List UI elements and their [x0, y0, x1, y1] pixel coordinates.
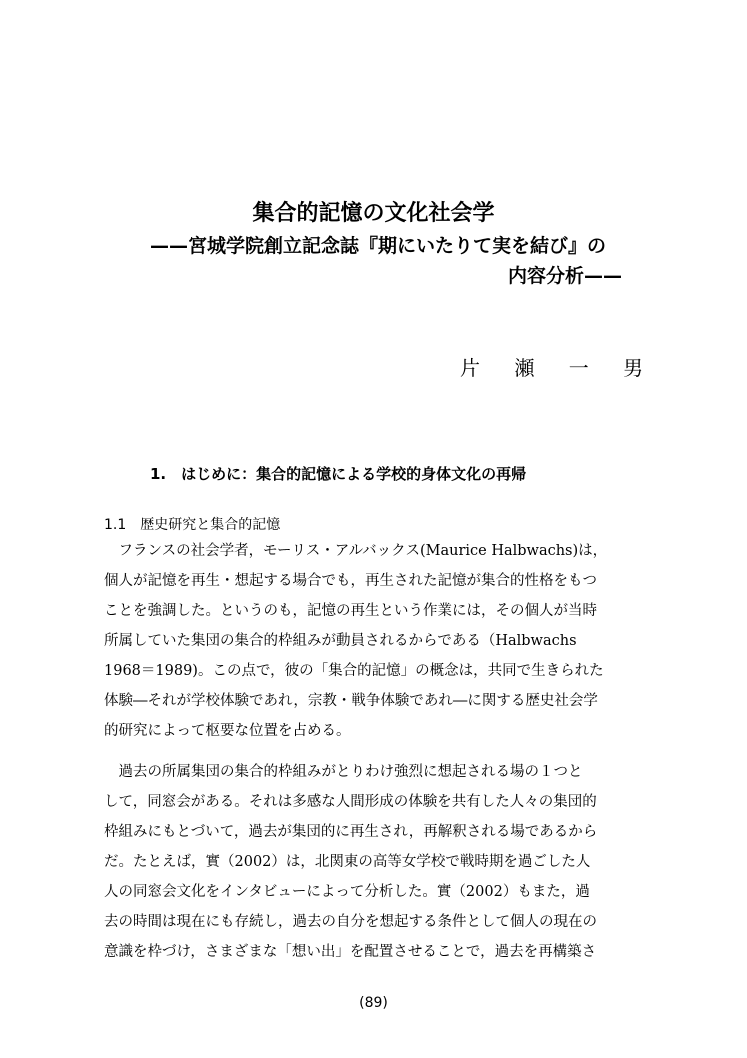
body-text-line: 的研究によって枢要な位置を占める。 [104, 723, 351, 739]
paper-subtitle-line-1: ——宮城学院創立記念誌『期にいたりて実を結び』の [150, 235, 607, 257]
author-name: 片 瀬 一 男 [460, 356, 658, 380]
body-text-line: だ。たとえば，實（2002）は，北関東の高等女学校で戦時期を過ごした人 [104, 854, 591, 870]
body-text-line: 所属していた集団の集合的枠組みが動員されるからである（Halbwachs [104, 633, 577, 649]
paper-subtitle-line-2: 内容分析—— [507, 265, 622, 287]
body-text-line: 1968＝1989)。この点で，彼の「集合的記憶」の概念は，共同で生きられた [104, 663, 604, 679]
section-heading: 1. はじめに：集合的記憶による学校的身体文化の再帰 [150, 465, 527, 483]
paper-title: 集合的記憶の文化社会学 [252, 201, 495, 226]
body-text-line: 枠組みにもとづいて，過去が集団的に再生され，再解釈される場であるから [104, 824, 598, 840]
body-text-line: フランスの社会学者，モーリス・アルバックス(Maurice Halbwachs)は， [104, 543, 608, 559]
page-number: (89) [359, 995, 388, 1011]
body-text-line: 人の同窓会文化をインタビューによって分析した。實（2002）もまた，過 [104, 884, 590, 900]
body-text-line: 体験―それが学校体験であれ，宗教・戦争体験であれ―に関する歴史社会学 [104, 693, 598, 709]
body-text-line: 去の時間は現在にも存続し，過去の自分を想起する条件として個人の現在の [104, 914, 597, 930]
subsection-heading: 1.1 歴史研究と集合的記憶 [104, 517, 281, 533]
body-text-line: して，同窓会がある。それは多感な人間形成の体験を共有した人々の集団的 [104, 794, 597, 810]
body-text-line: 個人が記憶を再生・想起する場合でも，再生された記憶が集合的性格をもつ [104, 573, 597, 589]
body-text-line: 過去の所属集団の集合的枠組みがとりわけ強烈に想起される場の１つと [104, 764, 583, 780]
body-text-line: 意識を枠づけ，さまざまな「想い出」を配置させることで，過去を再構築さ [104, 944, 597, 960]
body-text-line: ことを強調した。というのも，記憶の再生という作業には，その個人が当時 [104, 603, 597, 619]
